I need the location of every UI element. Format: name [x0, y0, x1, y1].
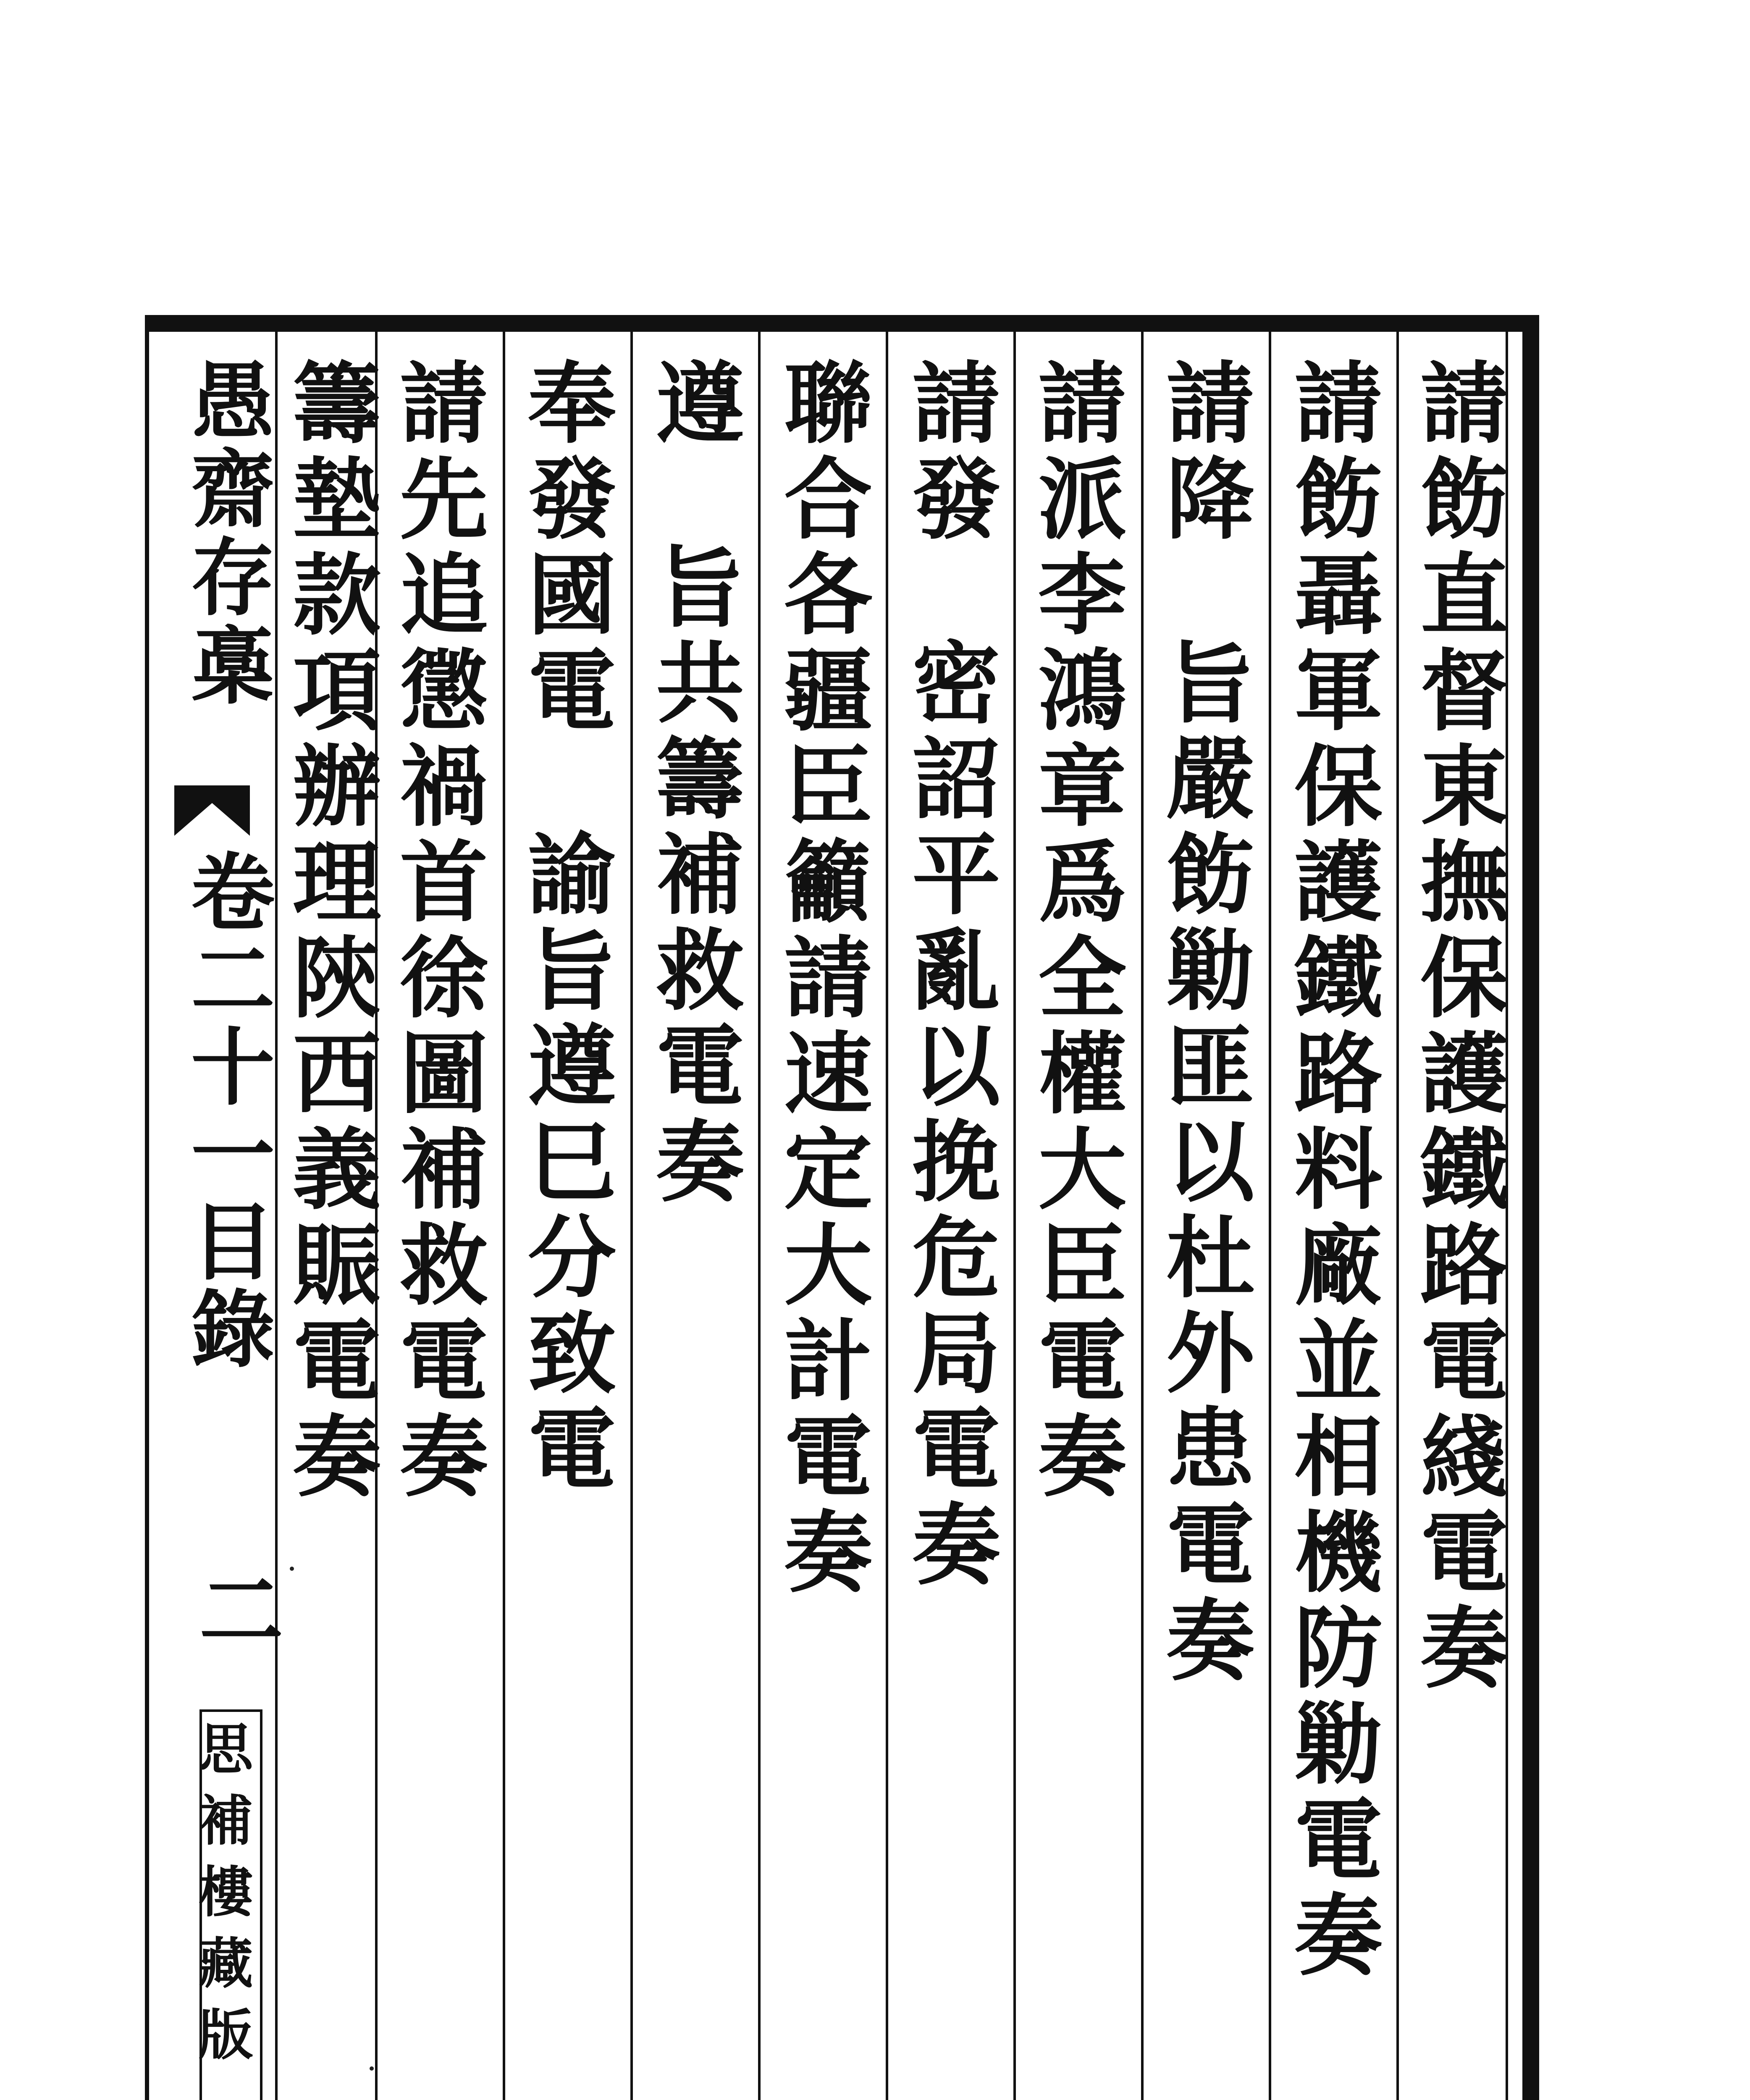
column-rule	[758, 332, 761, 2100]
entry-text-elevated: 旨共籌補救電奏	[641, 541, 745, 1211]
column-rule	[886, 332, 888, 2100]
scan-speck	[290, 1567, 294, 1571]
studio-name: 思補樓藏版	[189, 1720, 254, 2077]
toc-entry	[1280, 357, 1383, 2100]
entry-text: 請降	[1152, 357, 1255, 549]
toc-entry	[278, 357, 382, 2100]
toc-entry	[1023, 357, 1127, 2100]
page-frame	[145, 315, 1539, 2100]
toc-entry	[897, 357, 1001, 2100]
entry-text: 請飭直督東撫保護鐵路電綫電奏	[1406, 357, 1509, 1698]
column-rule	[1396, 332, 1399, 2100]
entry-text: 請飭聶軍保護鐵路料廠並相機防勦電奏	[1280, 357, 1383, 1985]
toc-entry	[1152, 357, 1255, 2100]
page-number: 二	[185, 1567, 284, 1651]
column-rule	[1013, 332, 1016, 2100]
studio-box	[189, 1709, 262, 2100]
book-title: 愚齋存槀	[177, 357, 275, 710]
fishtail-mark-icon	[174, 785, 250, 836]
column-rule	[1269, 332, 1271, 2100]
entry-text-elevated: 旨嚴飭勦匪以杜外患電奏	[1152, 637, 1255, 1690]
entry-text: 請先追懲禍首徐圖補救電奏	[385, 357, 489, 1506]
entry-text: 遵	[641, 357, 745, 453]
volume-label: 卷二十一目錄	[177, 848, 275, 1373]
toc-entry	[1406, 357, 1509, 2100]
column-rule	[503, 332, 505, 2100]
entry-text: 請派李鴻章爲全權大臣電奏	[1023, 357, 1127, 1506]
entry-text: 奉發國電	[513, 357, 617, 740]
toc-entry	[385, 357, 489, 2100]
column-rule	[630, 332, 633, 2100]
entry-text-elevated: 密詔平亂以挽危局電奏	[897, 637, 1001, 1594]
toc-entry	[513, 357, 617, 2100]
entry-text: 籌墊款項辦理陝西義賑電奏	[278, 357, 382, 1506]
toc-entry	[641, 357, 745, 2100]
toc-entry	[769, 357, 873, 2100]
entry-text-elevated: 諭旨遵巳分致電	[513, 828, 617, 1499]
center-column-banxin	[149, 332, 284, 2100]
column-rule	[1141, 332, 1144, 2100]
entry-text: 聯合各疆臣籲請速定大計電奏	[769, 357, 873, 1602]
entry-text: 請發	[897, 357, 1001, 549]
scan-speck	[370, 2066, 374, 2071]
